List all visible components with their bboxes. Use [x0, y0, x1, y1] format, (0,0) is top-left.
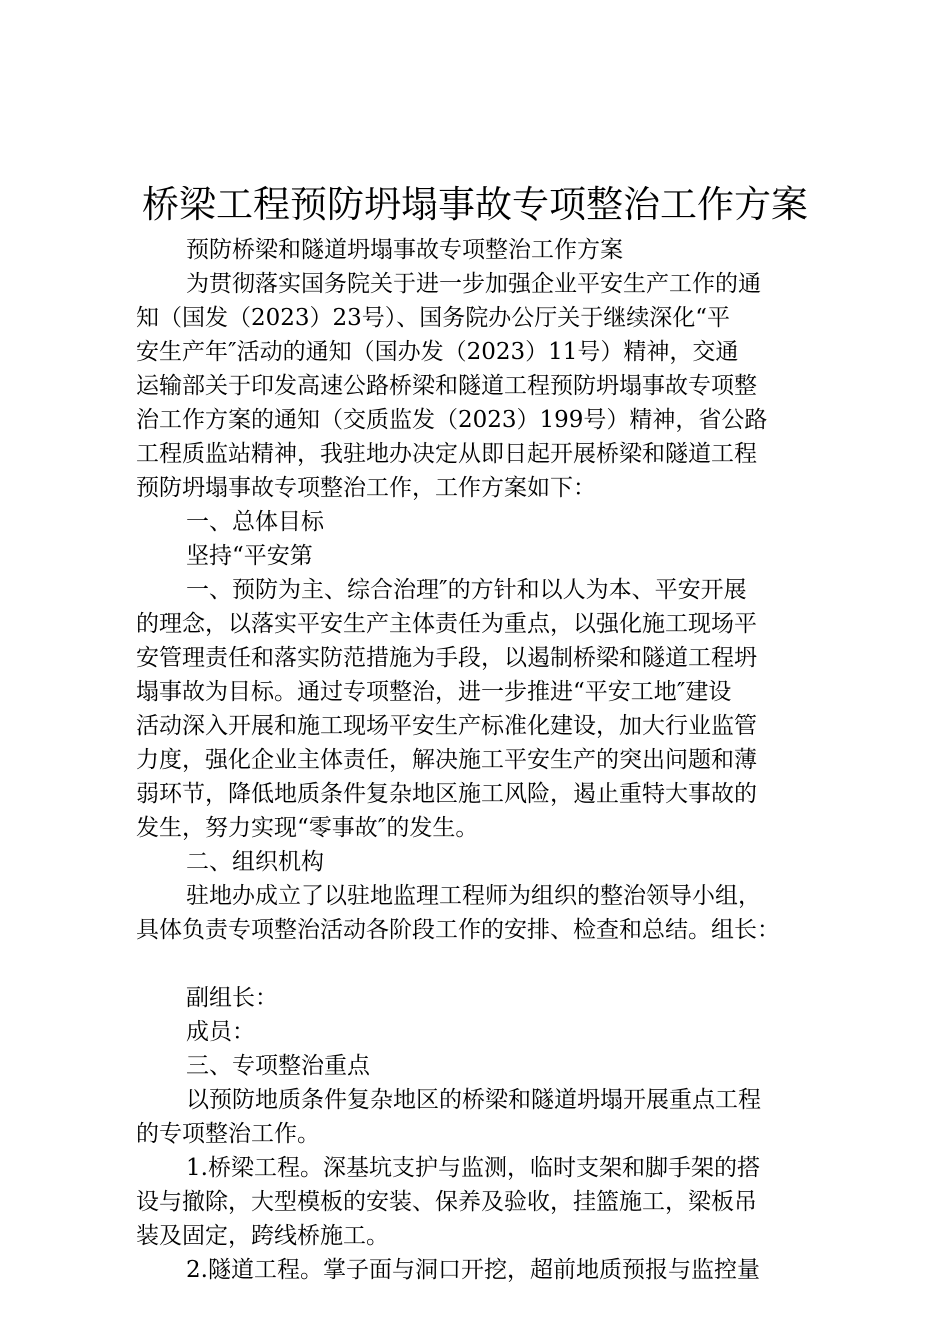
paragraph-line: 工程质监站精神，我驻地办决定从即日起开展桥梁和隧道工程	[136, 441, 757, 467]
paragraph-line: 以预防地质条件复杂地区的桥梁和隧道坍塌开展重点工程	[186, 1087, 761, 1113]
paragraph-line: 设与撤除，大型模板的安装、保养及验收，挂篮施工，梁板吊	[136, 1189, 757, 1215]
paragraph-line: 预防坍塌事故专项整治工作，工作方案如下：	[136, 475, 596, 501]
paragraph-line: 治工作方案的通知（交质监发（2023）199号）精神，省公路	[136, 407, 768, 433]
blank-line	[136, 947, 828, 981]
paragraph-line: 塌事故为目标。通过专项整治，进一步推进“平安工地″建设	[136, 679, 732, 705]
paragraph-line: 弱环节，降低地质条件复杂地区施工风险，遏止重特大事故的	[136, 781, 757, 807]
section-heading: 三、专项整治重点	[186, 1053, 370, 1079]
paragraph-line: 坚持“平安第	[186, 543, 313, 569]
paragraph-line: 1.桥梁工程。深基坑支护与监测，临时支架和脚手架的搭	[186, 1155, 760, 1181]
paragraph-line: 驻地办成立了以驻地监理工程师为组织的整治领导小组，	[186, 883, 761, 909]
paragraph-line: 力度，强化企业主体责任，解决施工平安生产的突出问题和薄	[136, 747, 757, 773]
paragraph-line: 的理念，以落实平安生产主体责任为重点，以强化施工现场平	[136, 611, 757, 637]
paragraph-line: 成员：	[186, 1019, 255, 1045]
paragraph-line: 发生，努力实现“零事故″的发生。	[136, 815, 479, 841]
paragraph-line: 为贯彻落实国务院关于进一步加强企业平安生产工作的通	[186, 271, 761, 297]
section-heading: 一、总体目标	[186, 509, 324, 535]
paragraph-line: 具体负责专项整治活动各阶段工作的安排、检查和总结。组长：	[136, 917, 780, 943]
paragraph-line: 副组长：	[186, 985, 278, 1011]
paragraph-line: 安管理责任和落实防范措施为手段，以遏制桥梁和隧道工程坍	[136, 645, 757, 671]
paragraph-line: 安生产年″活动的通知（国办发（2023）11号）精神，交通	[136, 339, 739, 365]
subtitle-line: 预防桥梁和隧道坍塌事故专项整治工作方案	[186, 237, 623, 263]
document-body	[136, 233, 828, 1287]
document-title: 桥梁工程预防坍塌事故专项整治工作方案	[142, 183, 808, 226]
paragraph-line: 装及固定，跨线桥施工。	[136, 1223, 389, 1249]
paragraph-line: 一、预防为主、综合治理″的方针和以人为本、平安开展	[186, 577, 747, 603]
paragraph-line: 的专项整治工作。	[136, 1121, 320, 1147]
paragraph-line: 活动深入开展和施工现场平安生产标准化建设，加大行业监管	[136, 713, 757, 739]
paragraph-line: 2.隧道工程。掌子面与洞口开挖，超前地质预报与监控量	[186, 1257, 760, 1283]
paragraph-line: 知（国发（2023）23号）、国务院办公厅关于继续深化“平	[136, 305, 731, 331]
paragraph-line: 运输部关于印发高速公路桥梁和隧道工程预防坍塌事故专项整	[136, 373, 757, 399]
section-heading: 二、组织机构	[186, 849, 324, 875]
